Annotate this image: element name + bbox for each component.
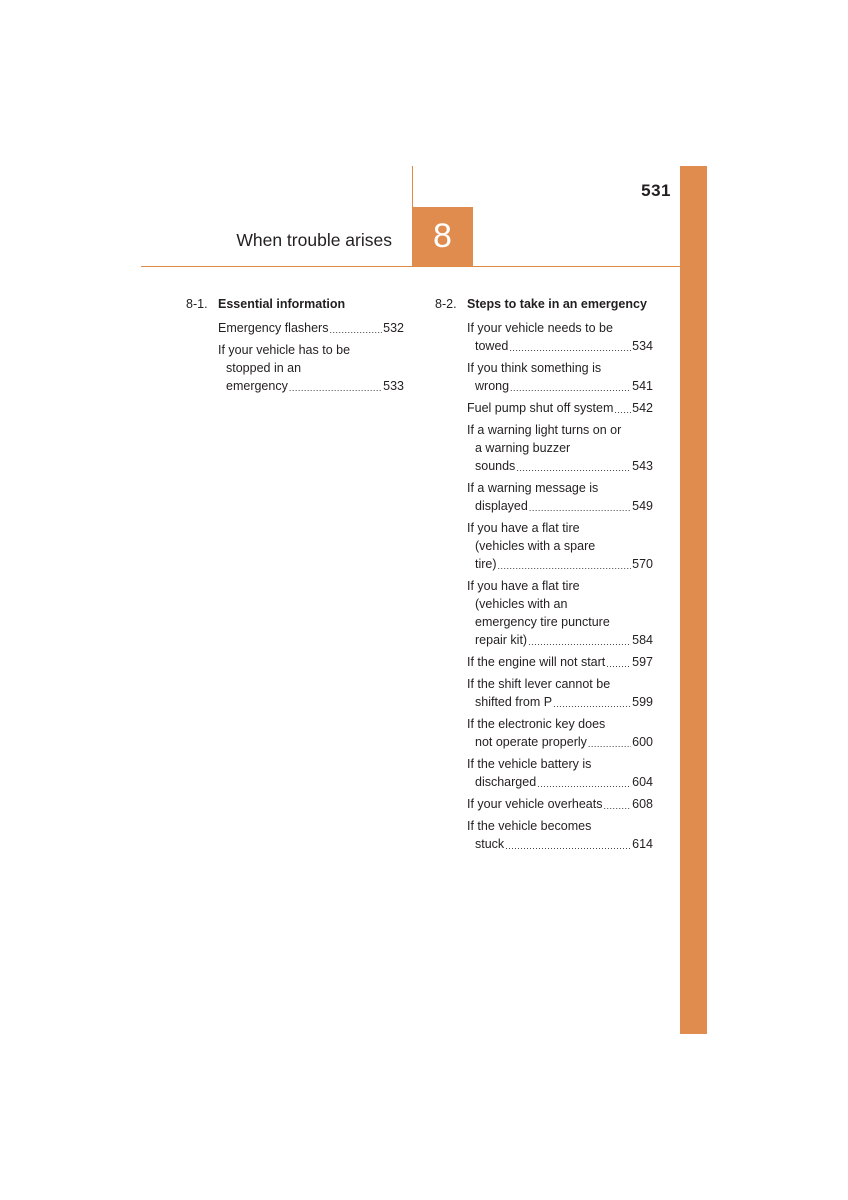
toc-entry-line: [467, 733, 653, 751]
page-number: 531: [641, 181, 671, 200]
toc-page-number: 543: [632, 459, 653, 473]
toc-entry-text: Emergency flashers: [218, 321, 329, 335]
toc-entry-text: emergency tire puncture: [475, 615, 610, 629]
toc-entry-line: [467, 479, 653, 497]
toc-page-number: 534: [632, 339, 653, 353]
toc-entry-line: [218, 359, 404, 377]
toc-entry-line: [467, 399, 653, 417]
toc-entry-line: [467, 715, 653, 733]
toc-entry-text: If your vehicle needs to be: [467, 321, 613, 335]
toc-entry-link[interactable]: [467, 319, 653, 355]
toc-entry-line: [467, 519, 653, 537]
toc-entry-link[interactable]: [467, 715, 653, 751]
toc-entry-text: towed: [475, 339, 509, 353]
toc-entry-text: If the engine will not start: [467, 655, 606, 669]
section-number: 8-1.: [186, 297, 208, 311]
section-entries: [218, 319, 404, 399]
toc-entry-line: [467, 613, 653, 631]
toc-entry-text: displayed: [475, 499, 528, 513]
toc-entry-line: [467, 377, 653, 395]
toc-entry-link[interactable]: [218, 341, 404, 395]
dot-leader: [509, 342, 631, 355]
toc-entry-link[interactable]: [467, 817, 653, 853]
toc-entry-line: [467, 755, 653, 773]
section-number: 8-2.: [435, 297, 457, 311]
toc-entry-line: [467, 795, 653, 813]
toc-page-number: 614: [632, 837, 653, 851]
toc-entry-line: [218, 377, 404, 395]
toc-entry-text: sounds: [475, 459, 516, 473]
chapter-number-box: [412, 207, 473, 266]
toc-entry-text: If you have a flat tire: [467, 579, 580, 593]
toc-entry-link[interactable]: [467, 479, 653, 515]
toc-page-number: 533: [383, 379, 404, 393]
toc-entry-line: [218, 319, 404, 337]
toc-entry-text: stuck: [475, 837, 505, 851]
toc-entry-line: [467, 835, 653, 853]
dot-leader: [510, 382, 631, 395]
toc-page-number: 541: [632, 379, 653, 393]
chapter-number: 8: [433, 217, 452, 255]
toc-entry-text: shifted from P: [475, 695, 553, 709]
toc-entry-text: (vehicles with a spare: [475, 539, 596, 553]
toc-entry-link[interactable]: [467, 675, 653, 711]
toc-page-number: 608: [632, 797, 653, 811]
toc-entry-link[interactable]: [467, 755, 653, 791]
toc-entry-text: If your vehicle has to be: [218, 343, 351, 357]
toc-entry-text: If a warning light turns on or: [467, 423, 622, 437]
toc-entry-text: Fuel pump shut off system: [467, 401, 614, 415]
dot-leader: [498, 560, 632, 573]
toc-entry-line: [467, 773, 653, 791]
toc-entry-text: repair kit): [475, 633, 528, 647]
toc-entry-text: a warning buzzer: [475, 441, 571, 455]
section-title: Essential information: [218, 297, 346, 311]
dot-leader: [505, 840, 631, 853]
toc-entry-line: [467, 817, 653, 835]
toc-page-number: 604: [632, 775, 653, 789]
dot-leader: [529, 502, 631, 515]
toc-page-number: 532: [383, 321, 404, 335]
dot-leader: [528, 636, 631, 649]
dot-leader: [329, 324, 382, 337]
toc-entry-line: [467, 421, 653, 439]
toc-entry-line: [467, 457, 653, 475]
dot-leader: [614, 404, 631, 417]
toc-entry-line: [467, 439, 653, 457]
toc-entry-text: stopped in an: [226, 361, 302, 375]
toc-entry-text: If the shift lever cannot be: [467, 677, 611, 691]
toc-entry-text: If the electronic key does: [467, 717, 606, 731]
toc-entry-text: emergency: [226, 379, 288, 393]
toc-entry-line: [467, 577, 653, 595]
toc-entry-link[interactable]: [467, 577, 653, 649]
toc-entry-text: If the vehicle battery is: [467, 757, 592, 771]
toc-entry-line: [467, 319, 653, 337]
dot-leader: [588, 738, 631, 751]
header-horizontal-rule: [141, 266, 680, 267]
toc-entry-line: [218, 341, 404, 359]
toc-entry-link[interactable]: [467, 399, 653, 417]
section-entries: [467, 319, 653, 857]
toc-entry-line: [467, 497, 653, 515]
toc-entry-link[interactable]: [467, 795, 653, 813]
toc-entry-line: [467, 675, 653, 693]
dot-leader: [516, 462, 631, 475]
toc-entry-text: If the vehicle becomes: [467, 819, 592, 833]
toc-entry-line: [467, 555, 653, 573]
toc-entry-link[interactable]: [467, 519, 653, 573]
toc-entry-link[interactable]: [467, 421, 653, 475]
toc-entry-line: [467, 337, 653, 355]
toc-entry-link[interactable]: [467, 359, 653, 395]
toc-entry-line: [467, 693, 653, 711]
toc-page-number: 542: [632, 401, 653, 415]
toc-page-number: 597: [632, 655, 653, 669]
toc-page-number: 570: [632, 557, 653, 571]
chapter-title: When trouble arises: [236, 230, 392, 250]
toc-page-number: 600: [632, 735, 653, 749]
toc-entry-line: [467, 595, 653, 613]
toc-entry-text: If your vehicle overheats: [467, 797, 603, 811]
toc-entry-text: not operate properly: [475, 735, 587, 749]
toc-entry-text: If you have a flat tire: [467, 521, 580, 535]
header-vertical-rule: [412, 166, 413, 208]
dot-leader: [537, 778, 631, 791]
dot-leader: [289, 382, 382, 395]
toc-entry-text: discharged: [475, 775, 537, 789]
toc-entry-line: [467, 537, 653, 555]
toc-entry-text: If you think something is: [467, 361, 602, 375]
dot-leader: [553, 698, 631, 711]
toc-entry-link[interactable]: [467, 653, 653, 671]
chapter-thumb-tab: [680, 166, 707, 1034]
dot-leader: [604, 800, 632, 813]
toc-entry-text: (vehicles with an: [475, 597, 568, 611]
toc-entry-link[interactable]: [218, 319, 404, 337]
toc-page-number: 584: [632, 633, 653, 647]
toc-entry-line: [467, 653, 653, 671]
toc-entry-line: [467, 359, 653, 377]
dot-leader: [606, 658, 631, 671]
toc-entry-text: wrong: [475, 379, 510, 393]
toc-entry-text: tire): [475, 557, 497, 571]
section-title: Steps to take in an emergency: [467, 297, 647, 311]
toc-entry-text: If a warning message is: [467, 481, 599, 495]
toc-page-number: 599: [632, 695, 653, 709]
toc-entry-line: [467, 631, 653, 649]
toc-page-number: 549: [632, 499, 653, 513]
